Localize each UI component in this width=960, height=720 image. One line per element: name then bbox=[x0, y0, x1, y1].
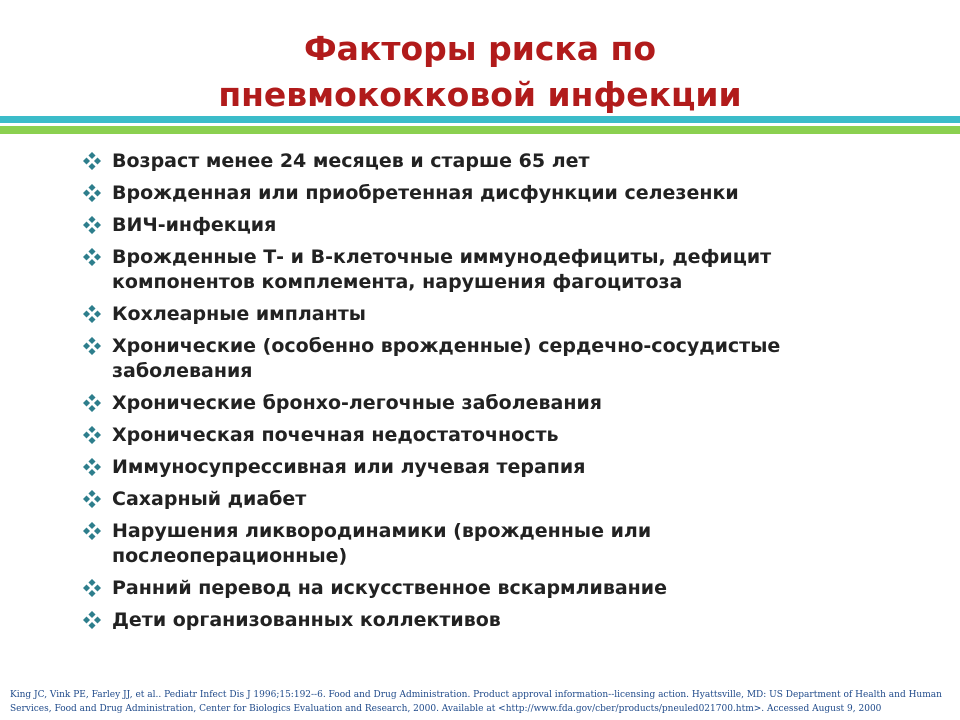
list-item-text-line: Иммуносупрессивная или лучевая терапия bbox=[112, 456, 586, 478]
diamond-bullet-icon bbox=[83, 213, 103, 238]
list-item-text-line: послеоперационные) bbox=[112, 545, 348, 567]
diamond-bullet-icon bbox=[83, 302, 103, 327]
list-item bbox=[83, 576, 883, 601]
slide-title-line-1: Факторы риска по bbox=[303, 29, 657, 68]
diamond-bullet-icon bbox=[83, 423, 103, 448]
reference-line-2: Services, Food and Drug Administration, Center for Biologics Evaluation and Research, 2000. Available at <http://www.fda.gov/cber/products/pneuled021700.htm>. Accessed August 9, 2000 bbox=[10, 704, 882, 714]
list-item-text-line: Врожденная или приобретенная дисфункции селезенки bbox=[112, 182, 739, 204]
list-item-text-line: Хронические (особенно врожденные) сердечно-сосудистые bbox=[112, 335, 781, 357]
divider-bar-green bbox=[0, 126, 960, 134]
list-item-text-line: Возраст менее 24 месяцев и старше 65 лет bbox=[112, 150, 590, 172]
list-item bbox=[83, 519, 883, 569]
diamond-bullet-icon bbox=[83, 245, 103, 270]
list-item bbox=[83, 149, 883, 174]
reference-footnote bbox=[10, 688, 950, 716]
list-item bbox=[83, 213, 883, 238]
slide-title bbox=[0, 26, 960, 118]
list-item-text-line: Сахарный диабет bbox=[112, 488, 307, 510]
list-item-text-line: ВИЧ-инфекция bbox=[112, 214, 277, 236]
diamond-bullet-icon bbox=[83, 519, 103, 544]
list-item bbox=[83, 334, 883, 384]
diamond-bullet-icon bbox=[83, 391, 103, 416]
list-item-text-line: Дети организованных коллективов bbox=[112, 609, 501, 631]
reference-line-1: King JC, Vink PE, Farley JJ, et al.. Pediatr Infect Dis J 1996;15:192--6. Food and Drug Administration. Product approval information--licensing action. Hyattsville, MD: US Department of Health and Human bbox=[10, 690, 942, 700]
list-item bbox=[83, 302, 883, 327]
list-item-text-line: Хронические бронхо-легочные заболевания bbox=[112, 392, 602, 414]
risk-factor-list bbox=[83, 149, 883, 640]
divider-bar-teal bbox=[0, 116, 960, 123]
list-item-text-line: Нарушения ликвородинамики (врожденные или bbox=[112, 520, 652, 542]
list-item bbox=[83, 608, 883, 633]
list-item-text-line: Кохлеарные импланты bbox=[112, 303, 366, 325]
list-item bbox=[83, 455, 883, 480]
list-item bbox=[83, 487, 883, 512]
list-item bbox=[83, 245, 883, 295]
diamond-bullet-icon bbox=[83, 576, 103, 601]
list-item bbox=[83, 181, 883, 206]
diamond-bullet-icon bbox=[83, 181, 103, 206]
diamond-bullet-icon bbox=[83, 455, 103, 480]
list-item-text-line: Врожденные Т- и В-клеточные иммунодефициты, дефицит bbox=[112, 246, 772, 268]
slide-title-line-2: пневмококковой инфекции bbox=[218, 75, 742, 114]
diamond-bullet-icon bbox=[83, 608, 103, 633]
diamond-bullet-icon bbox=[83, 334, 103, 359]
diamond-bullet-icon bbox=[83, 487, 103, 512]
diamond-bullet-icon bbox=[83, 149, 103, 174]
list-item-text-line: Хроническая почечная недостаточность bbox=[112, 424, 559, 446]
list-item-text-line: заболевания bbox=[112, 360, 253, 382]
list-item-text-line: компонентов комплемента, нарушения фагоцитоза bbox=[112, 271, 683, 293]
list-item bbox=[83, 423, 883, 448]
list-item-text-line: Ранний перевод на искусственное вскармливание bbox=[112, 577, 667, 599]
list-item bbox=[83, 391, 883, 416]
